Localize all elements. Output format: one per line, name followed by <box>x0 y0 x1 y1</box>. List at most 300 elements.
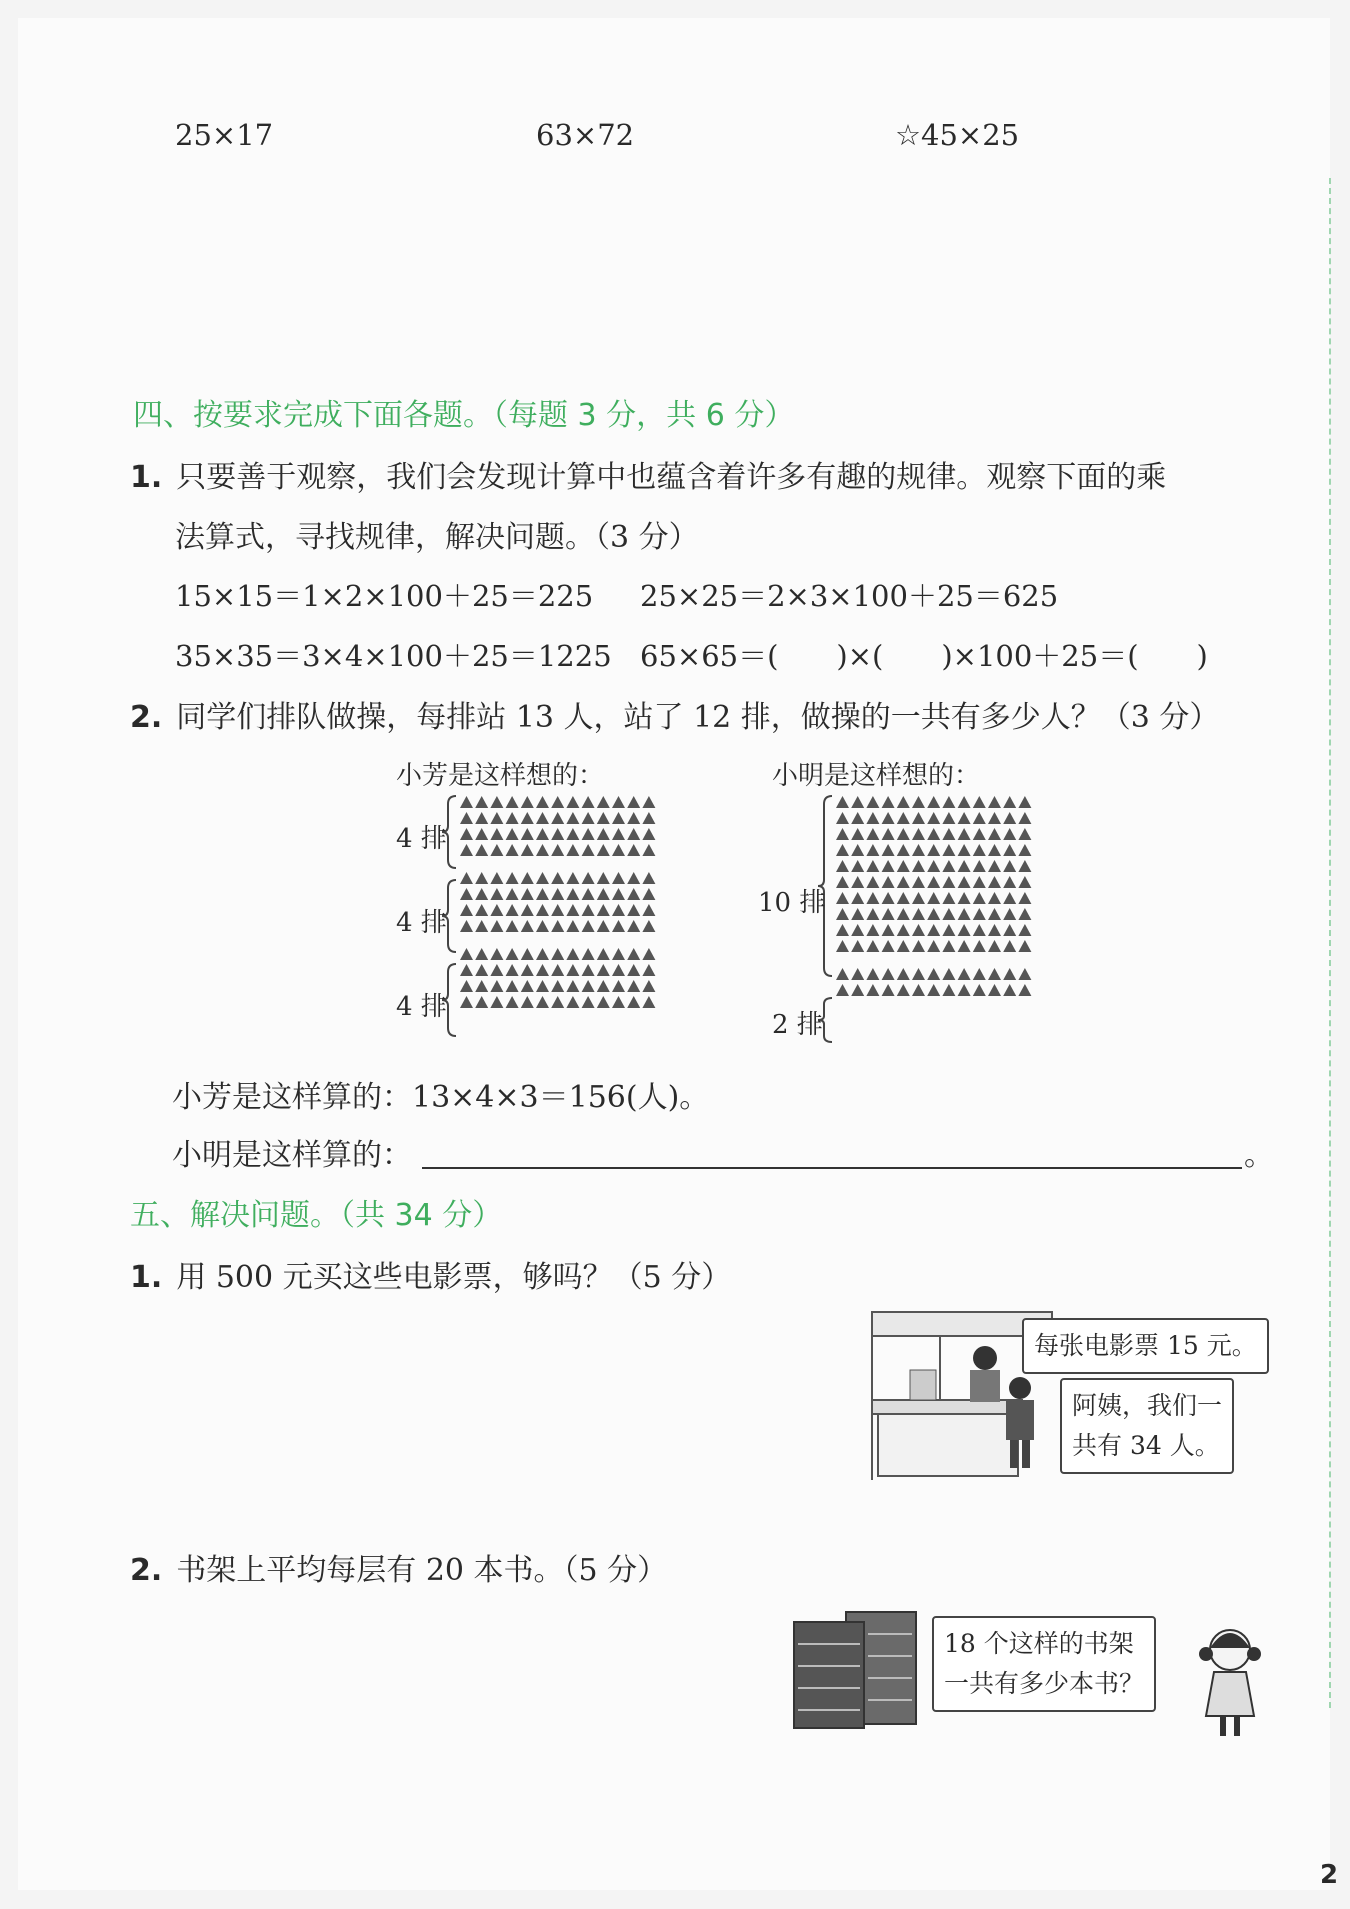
person-triangle <box>1018 876 1031 888</box>
person-triangle <box>897 876 910 888</box>
bookshelf-illustration <box>792 1610 922 1730</box>
person-triangle <box>460 964 473 976</box>
ming-calc-label: 小明是这样算的： <box>172 1138 412 1173</box>
person-triangle <box>566 828 579 840</box>
person-triangle <box>912 828 925 840</box>
person-triangle <box>642 964 655 976</box>
person-triangle <box>836 812 849 824</box>
s4-q2-text: 同学们排队做操，每排站 13 人，站了 12 排，做操的一共有多少人？（3 分） <box>176 700 1220 735</box>
person-triangle <box>536 888 549 900</box>
person-triangle <box>988 844 1001 856</box>
calc-item-3: ☆45×25 <box>895 118 1020 152</box>
person-triangle <box>597 980 610 992</box>
ming-triangle-grid <box>836 796 1031 996</box>
person-triangle <box>958 876 971 888</box>
people-bubble-line1: 阿姨，我们一 <box>1072 1391 1223 1420</box>
person-triangle <box>1003 796 1016 808</box>
person-triangle <box>536 812 549 824</box>
person-triangle <box>627 812 640 824</box>
triangle-diagrams <box>380 790 1040 1045</box>
person-triangle <box>627 904 640 916</box>
person-triangle <box>627 796 640 808</box>
calc-item-2: 63×72 <box>536 118 635 152</box>
fang-title: 小芳是这样想的： <box>396 761 605 791</box>
person-triangle <box>597 920 610 932</box>
person-triangle <box>566 948 579 960</box>
person-triangle <box>566 812 579 824</box>
person-triangle <box>866 876 879 888</box>
person-triangle <box>551 964 564 976</box>
person-triangle <box>836 968 849 980</box>
person-triangle <box>836 796 849 808</box>
person-triangle <box>490 828 503 840</box>
person-triangle <box>942 828 955 840</box>
fang-group-2: 4 排 <box>396 908 447 938</box>
person-triangle <box>521 904 534 916</box>
person-triangle <box>582 844 595 856</box>
person-triangle <box>973 908 986 920</box>
person-triangle <box>958 892 971 904</box>
person-triangle <box>597 872 610 884</box>
person-triangle <box>506 796 519 808</box>
person-triangle <box>642 980 655 992</box>
person-triangle <box>912 796 925 808</box>
person-triangle <box>1003 924 1016 936</box>
person-triangle <box>582 964 595 976</box>
person-triangle <box>597 948 610 960</box>
person-triangle <box>882 940 895 952</box>
person-triangle <box>1018 908 1031 920</box>
person-triangle <box>460 844 473 856</box>
person-triangle <box>536 872 549 884</box>
person-triangle <box>1018 968 1031 980</box>
person-triangle <box>973 844 986 856</box>
person-triangle <box>897 968 910 980</box>
person-triangle <box>612 812 625 824</box>
person-triangle <box>927 892 940 904</box>
girl-illustration <box>1196 1620 1266 1740</box>
person-triangle <box>597 812 610 824</box>
fang-group-3: 4 排 <box>396 992 447 1022</box>
person-triangle <box>551 920 564 932</box>
person-triangle <box>1018 812 1031 824</box>
person-triangle <box>927 924 940 936</box>
person-triangle <box>958 984 971 996</box>
person-triangle <box>642 796 655 808</box>
person-triangle <box>642 812 655 824</box>
person-triangle <box>506 828 519 840</box>
person-triangle <box>973 968 986 980</box>
person-triangle <box>851 908 864 920</box>
person-triangle <box>597 964 610 976</box>
person-triangle <box>597 796 610 808</box>
person-triangle <box>882 968 895 980</box>
s5-q1-number: 1. <box>130 1260 163 1295</box>
person-triangle <box>612 948 625 960</box>
person-triangle <box>566 920 579 932</box>
person-triangle <box>1018 984 1031 996</box>
person-triangle <box>927 796 940 808</box>
person-triangle <box>988 908 1001 920</box>
person-triangle <box>460 796 473 808</box>
person-triangle <box>627 996 640 1008</box>
person-triangle <box>1003 984 1016 996</box>
person-triangle <box>866 892 879 904</box>
person-triangle <box>1018 892 1031 904</box>
person-triangle <box>912 968 925 980</box>
person-triangle <box>521 812 534 824</box>
person-triangle <box>851 828 864 840</box>
person-triangle <box>490 872 503 884</box>
person-triangle <box>582 904 595 916</box>
person-triangle <box>551 888 564 900</box>
person-triangle <box>836 908 849 920</box>
person-triangle <box>566 796 579 808</box>
person-triangle <box>958 940 971 952</box>
person-triangle <box>988 984 1001 996</box>
person-triangle <box>973 924 986 936</box>
person-triangle <box>490 964 503 976</box>
person-triangle <box>490 812 503 824</box>
person-triangle <box>460 872 473 884</box>
person-triangle <box>582 872 595 884</box>
person-triangle <box>1003 812 1016 824</box>
person-triangle <box>866 828 879 840</box>
person-triangle <box>958 968 971 980</box>
person-triangle <box>882 844 895 856</box>
person-triangle <box>612 828 625 840</box>
s4-q1-text2: 法算式，寻找规律，解决问题。（3 分） <box>175 520 699 555</box>
person-triangle <box>942 924 955 936</box>
person-triangle <box>851 876 864 888</box>
person-triangle <box>851 796 864 808</box>
person-triangle <box>988 876 1001 888</box>
person-triangle <box>551 948 564 960</box>
person-triangle <box>582 920 595 932</box>
person-triangle <box>460 920 473 932</box>
person-triangle <box>882 924 895 936</box>
person-triangle <box>851 968 864 980</box>
person-triangle <box>866 908 879 920</box>
person-triangle <box>597 844 610 856</box>
person-triangle <box>897 796 910 808</box>
person-triangle <box>1003 892 1016 904</box>
person-triangle <box>1003 968 1016 980</box>
person-triangle <box>612 964 625 976</box>
person-triangle <box>912 812 925 824</box>
person-triangle <box>988 796 1001 808</box>
person-triangle <box>866 924 879 936</box>
person-triangle <box>942 892 955 904</box>
person-triangle <box>942 908 955 920</box>
person-triangle <box>988 924 1001 936</box>
person-triangle <box>882 860 895 872</box>
person-triangle <box>912 844 925 856</box>
person-triangle <box>551 980 564 992</box>
s4-q1-eq2: 25×25＝2×3×100＋25＝625 <box>640 579 1059 613</box>
person-triangle <box>973 892 986 904</box>
person-triangle <box>836 828 849 840</box>
person-triangle <box>988 828 1001 840</box>
person-triangle <box>897 860 910 872</box>
person-triangle <box>475 888 488 900</box>
person-triangle <box>927 968 940 980</box>
person-triangle <box>642 872 655 884</box>
calc-item-1: 25×17 <box>175 118 274 152</box>
person-triangle <box>958 860 971 872</box>
s4-q1-eq4[interactable]: 65×65＝( )×( )×100＋25＝( ) <box>640 639 1208 673</box>
person-triangle <box>506 872 519 884</box>
person-triangle <box>551 996 564 1008</box>
person-triangle <box>627 888 640 900</box>
section4-score: （每题 3 分，共 6 分） <box>493 398 795 433</box>
person-triangle <box>897 892 910 904</box>
person-triangle <box>836 876 849 888</box>
person-triangle <box>912 984 925 996</box>
price-bubble-text: 每张电影票 15 元。 <box>1034 1331 1257 1360</box>
person-triangle <box>612 996 625 1008</box>
person-triangle <box>642 920 655 932</box>
fang-group-1: 4 排 <box>396 824 447 854</box>
person-triangle <box>475 828 488 840</box>
person-triangle <box>1018 924 1031 936</box>
person-triangle <box>627 920 640 932</box>
person-triangle <box>521 948 534 960</box>
person-triangle <box>942 968 955 980</box>
person-triangle <box>1003 940 1016 952</box>
person-triangle <box>642 828 655 840</box>
person-triangle <box>851 860 864 872</box>
s4-q1-number: 1. <box>130 460 163 495</box>
person-triangle <box>612 872 625 884</box>
person-triangle <box>836 924 849 936</box>
person-triangle <box>566 964 579 976</box>
person-triangle <box>1018 940 1031 952</box>
person-triangle <box>551 872 564 884</box>
person-triangle <box>566 980 579 992</box>
person-triangle <box>836 844 849 856</box>
person-triangle <box>988 968 1001 980</box>
person-triangle <box>521 888 534 900</box>
person-triangle <box>566 888 579 900</box>
person-triangle <box>973 984 986 996</box>
person-triangle <box>475 904 488 916</box>
person-triangle <box>475 872 488 884</box>
person-triangle <box>460 948 473 960</box>
price-bubble <box>1022 1318 1269 1374</box>
person-triangle <box>973 796 986 808</box>
person-triangle <box>942 860 955 872</box>
person-triangle <box>912 860 925 872</box>
person-triangle <box>521 980 534 992</box>
person-triangle <box>988 940 1001 952</box>
person-triangle <box>912 940 925 952</box>
person-triangle <box>506 980 519 992</box>
person-triangle <box>582 812 595 824</box>
person-triangle <box>836 860 849 872</box>
person-triangle <box>551 904 564 916</box>
bookshelf-bubble-line1: 18 个这样的书架 <box>944 1629 1134 1658</box>
person-triangle <box>536 948 549 960</box>
person-triangle <box>642 904 655 916</box>
person-triangle <box>521 796 534 808</box>
person-triangle <box>897 924 910 936</box>
person-triangle <box>836 984 849 996</box>
person-triangle <box>988 892 1001 904</box>
person-triangle <box>642 844 655 856</box>
person-triangle <box>475 996 488 1008</box>
person-triangle <box>836 892 849 904</box>
person-triangle <box>612 796 625 808</box>
person-triangle <box>882 812 895 824</box>
section5-title: 五、解决问题。 <box>130 1198 340 1233</box>
ming-answer-line[interactable] <box>422 1167 1242 1169</box>
person-triangle <box>506 888 519 900</box>
person-triangle <box>521 844 534 856</box>
person-triangle <box>851 984 864 996</box>
person-triangle <box>627 948 640 960</box>
person-triangle <box>627 964 640 976</box>
fang-triangle-grid <box>460 796 655 1008</box>
person-triangle <box>506 948 519 960</box>
person-triangle <box>597 904 610 916</box>
person-triangle <box>627 844 640 856</box>
person-triangle <box>942 876 955 888</box>
person-triangle <box>927 844 940 856</box>
person-triangle <box>460 828 473 840</box>
person-triangle <box>1003 828 1016 840</box>
person-triangle <box>460 812 473 824</box>
person-triangle <box>521 996 534 1008</box>
person-triangle <box>490 888 503 900</box>
person-triangle <box>536 980 549 992</box>
person-triangle <box>1003 876 1016 888</box>
page-number: 2 <box>1320 1860 1339 1890</box>
person-triangle <box>506 996 519 1008</box>
person-triangle <box>1018 860 1031 872</box>
fang-calc: 小芳是这样算的：13×4×3＝156(人)。 <box>172 1080 710 1115</box>
person-triangle <box>566 996 579 1008</box>
person-triangle <box>642 948 655 960</box>
person-triangle <box>521 964 534 976</box>
person-triangle <box>973 828 986 840</box>
person-triangle <box>582 888 595 900</box>
bookshelf-bubble-line2: 一共有多少本书？ <box>944 1669 1145 1698</box>
person-triangle <box>551 828 564 840</box>
person-triangle <box>866 812 879 824</box>
person-triangle <box>912 876 925 888</box>
person-triangle <box>1003 908 1016 920</box>
person-triangle <box>490 920 503 932</box>
ming-group-2: 2 排 <box>772 1010 823 1040</box>
person-triangle <box>475 980 488 992</box>
person-triangle <box>475 964 488 976</box>
person-triangle <box>506 812 519 824</box>
person-triangle <box>551 812 564 824</box>
section4-title: 四、按要求完成下面各题。 <box>133 398 493 433</box>
person-triangle <box>927 828 940 840</box>
person-triangle <box>851 844 864 856</box>
s5-q2-line <box>130 1545 667 1589</box>
person-triangle <box>942 812 955 824</box>
person-triangle <box>490 796 503 808</box>
person-triangle <box>866 968 879 980</box>
person-triangle <box>582 796 595 808</box>
edge-dashed-line <box>1329 178 1331 1708</box>
person-triangle <box>1003 860 1016 872</box>
person-triangle <box>927 908 940 920</box>
person-triangle <box>927 860 940 872</box>
person-triangle <box>942 984 955 996</box>
s4-q1-eq1: 15×15＝1×2×100＋25＝225 <box>175 579 594 613</box>
person-triangle <box>566 844 579 856</box>
person-triangle <box>475 844 488 856</box>
person-triangle <box>612 980 625 992</box>
person-triangle <box>551 796 564 808</box>
s4-q1-eq3: 35×35＝3×4×100＋25＝1225 <box>175 639 612 673</box>
person-triangle <box>506 964 519 976</box>
person-triangle <box>551 844 564 856</box>
person-triangle <box>536 904 549 916</box>
person-triangle <box>536 964 549 976</box>
person-triangle <box>460 996 473 1008</box>
people-bubble <box>1060 1378 1234 1474</box>
person-triangle <box>536 920 549 932</box>
person-triangle <box>897 828 910 840</box>
person-triangle <box>566 904 579 916</box>
person-triangle <box>612 888 625 900</box>
person-triangle <box>521 828 534 840</box>
person-triangle <box>882 908 895 920</box>
person-triangle <box>851 892 864 904</box>
person-triangle <box>582 980 595 992</box>
person-triangle <box>490 904 503 916</box>
person-triangle <box>958 924 971 936</box>
person-triangle <box>897 940 910 952</box>
bookshelf-bubble <box>932 1616 1156 1712</box>
person-triangle <box>851 924 864 936</box>
person-triangle <box>912 908 925 920</box>
person-triangle <box>897 908 910 920</box>
person-triangle <box>866 940 879 952</box>
person-triangle <box>897 844 910 856</box>
s5-q2-text: 书架上平均每层有 20 本书。（5 分） <box>176 1553 668 1588</box>
person-triangle <box>927 984 940 996</box>
person-triangle <box>612 844 625 856</box>
person-triangle <box>851 812 864 824</box>
person-triangle <box>582 996 595 1008</box>
person-triangle <box>536 844 549 856</box>
person-triangle <box>536 996 549 1008</box>
person-triangle <box>566 872 579 884</box>
s5-q1-text: 用 500 元买这些电影票，够吗？（5 分） <box>176 1260 732 1295</box>
person-triangle <box>521 872 534 884</box>
person-triangle <box>475 796 488 808</box>
ming-calc-end: 。 <box>1244 1138 1274 1173</box>
person-triangle <box>612 904 625 916</box>
person-triangle <box>988 812 1001 824</box>
person-triangle <box>958 812 971 824</box>
person-triangle <box>1003 844 1016 856</box>
person-triangle <box>460 888 473 900</box>
ming-title: 小明是这样想的： <box>772 761 981 791</box>
person-triangle <box>506 844 519 856</box>
person-triangle <box>988 860 1001 872</box>
person-triangle <box>475 948 488 960</box>
person-triangle <box>866 984 879 996</box>
person-triangle <box>1018 844 1031 856</box>
person-triangle <box>506 920 519 932</box>
